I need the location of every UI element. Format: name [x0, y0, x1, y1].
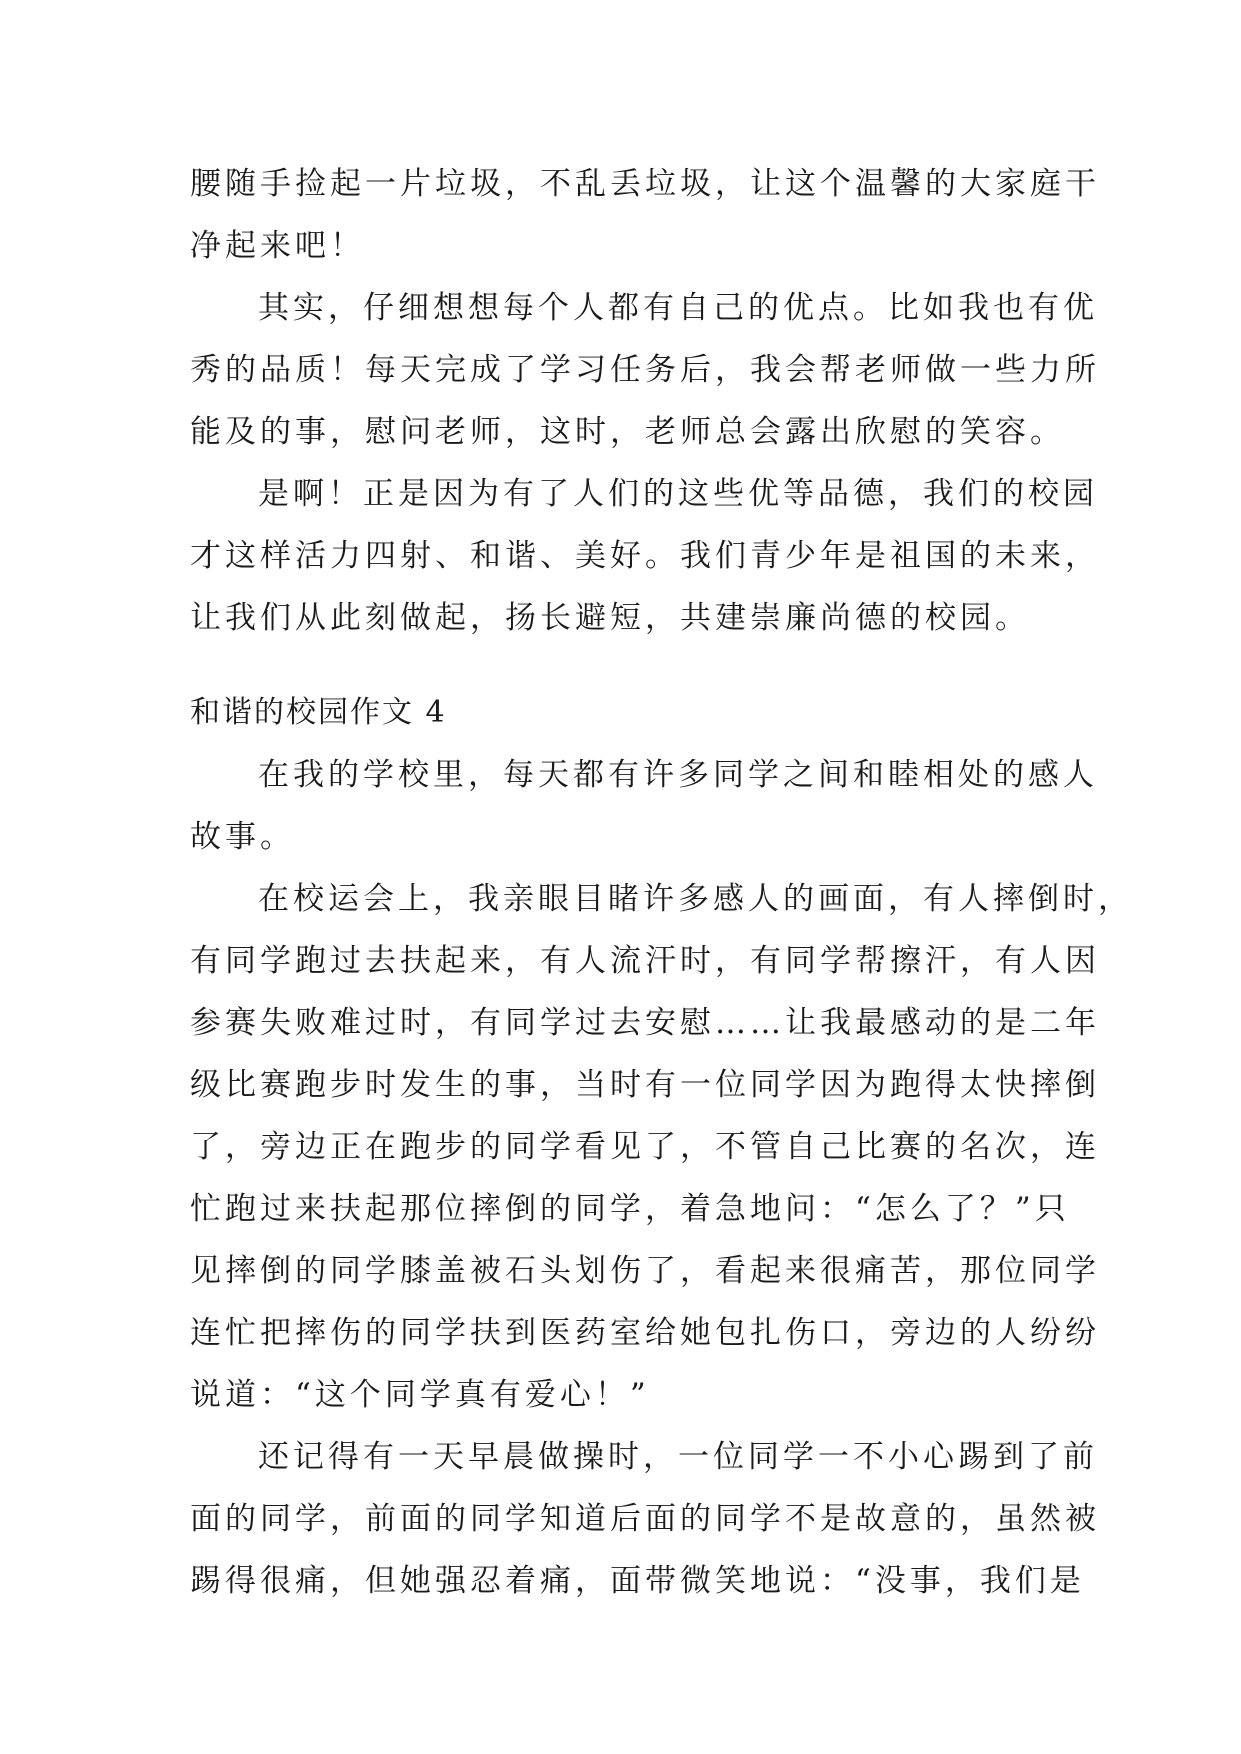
text-line: 腰随手捡起一片垃圾，不乱丢垃圾，让这个温馨的大家庭干	[190, 166, 1100, 202]
text-line: 忙跑过来扶起那位摔倒的同学，着急地问：“怎么了？”只	[190, 1191, 1070, 1227]
section-heading: 和谐的校园作文 4	[190, 695, 447, 730]
paragraph-block-1	[190, 153, 1100, 649]
text-line: 说道：“这个同学真有爱心！”	[190, 1377, 650, 1413]
text-line: 参赛失败难过时，有同学过去安慰……让我最感动的是二年	[190, 1005, 1100, 1041]
text-line: 秀的品质！每天完成了学习任务后，我会帮老师做一些力所	[190, 352, 1100, 388]
text-line: 在我的学校里，每天都有许多同学之间和睦相处的感人	[258, 757, 1098, 793]
text-line: 有同学跑过去扶起来，有人流汗时，有同学帮擦汗，有人因	[190, 943, 1100, 979]
text-line: 连忙把摔伤的同学扶到医药室给她包扎伤口，旁边的人纷纷	[190, 1315, 1100, 1351]
text-line: 在校运会上，我亲眼目睹许多感人的画面，有人摔倒时，	[258, 881, 1133, 917]
paragraph-block-2	[190, 744, 1133, 1612]
text-line: 了，旁边正在跑步的同学看见了，不管自己比赛的名次，连	[190, 1129, 1100, 1165]
text-line: 级比赛跑步时发生的事，当时有一位同学因为跑得太快摔倒	[190, 1067, 1100, 1103]
text-line: 是啊！正是因为有了人们的这些优等品德，我们的校园	[258, 476, 1098, 512]
text-line: 让我们从此刻做起，扬长避短，共建崇廉尚德的校园。	[190, 600, 1030, 636]
text-line: 还记得有一天早晨做操时，一位同学一不小心踢到了前	[258, 1439, 1098, 1475]
text-line: 净起来吧！	[190, 228, 365, 264]
text-line: 面的同学，前面的同学知道后面的同学不是故意的，虽然被	[190, 1501, 1100, 1537]
text-line: 见摔倒的同学膝盖被石头划伤了，看起来很痛苦，那位同学	[190, 1253, 1100, 1289]
text-line: 故事。	[190, 819, 295, 855]
text-line: 才这样活力四射、和谐、美好。我们青少年是祖国的未来，	[190, 538, 1100, 574]
text-line: 能及的事，慰问老师，这时，老师总会露出欣慰的笑容。	[190, 414, 1065, 450]
text-line: 踢得很痛，但她强忍着痛，面带微笑地说：“没事，我们是	[190, 1563, 1085, 1599]
text-line: 其实，仔细想想每个人都有自己的优点。比如我也有优	[258, 290, 1098, 326]
